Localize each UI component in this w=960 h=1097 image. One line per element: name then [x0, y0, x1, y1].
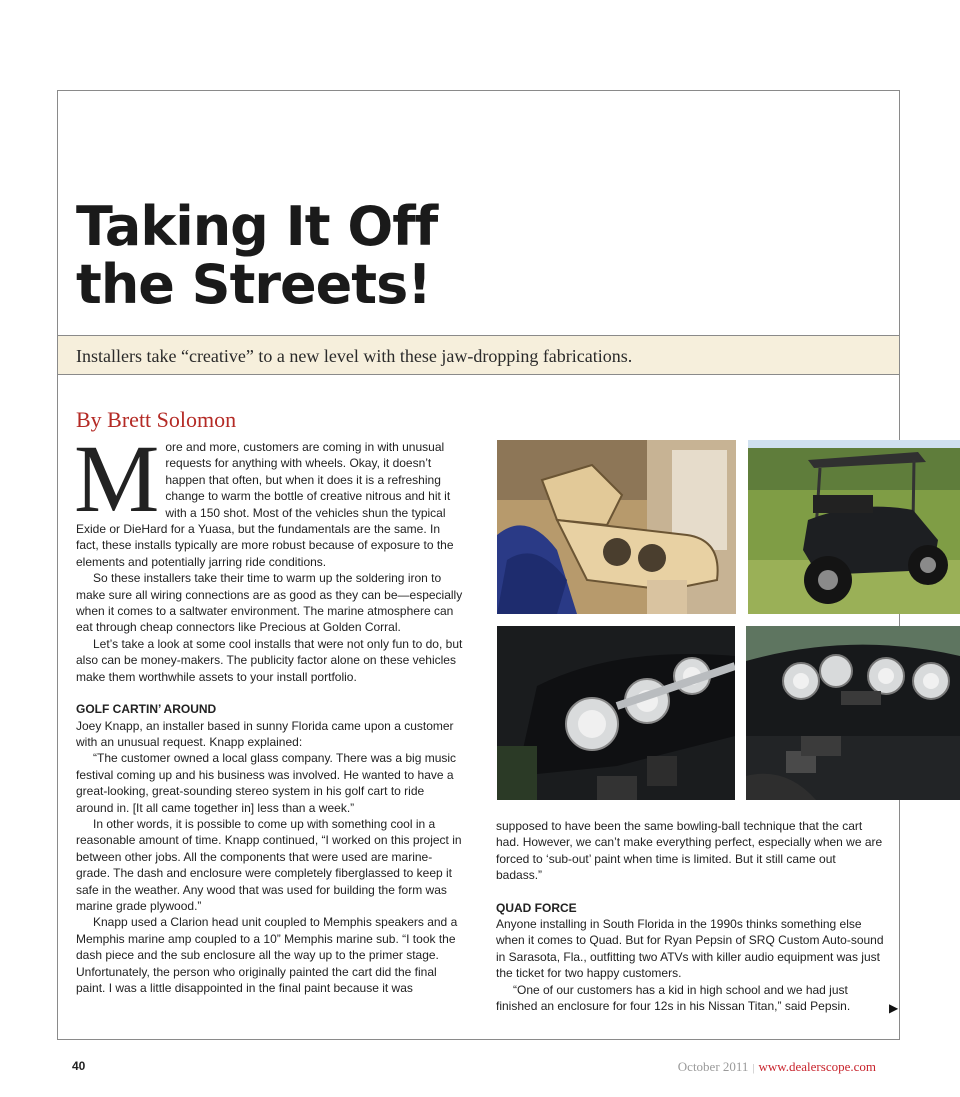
left-column — [74, 425, 464, 996]
title-line-2: the Streets! — [76, 253, 431, 316]
continue-arrow-icon: ▶ — [889, 1001, 899, 1015]
lead-text: ore and more, customers are coming in with unusual requests for anything with wheels. Okay, it doesn’t happen that often, but when it does it is a refreshing change to warm the bottle of creative nitrous and hit it with a 150 shot. Most of the vehicles shun the typical Exide or DieHard for a Yuasa, but the fundamentals are the same. In fact, these installs typically are more robust because of exposure to the elements and potentially jarring ride conditions. — [76, 440, 454, 569]
paragraph: supposed to have been the same bowling-ball technique that the cart had. However, we can’t make everything perfect, especially when we are forced to ‘sub-out’ paint when time is limited. But it still came out badass.” — [496, 819, 883, 883]
issue-date: October 2011 — [677, 1059, 749, 1074]
footer-credit — [678, 1059, 876, 1075]
paragraph: So these installers take their time to warm up the soldering iron to make sure all wiring connections are as good as they can be—especially when it comes to a saltwater environment. The marine atmosphere can eat through cheap connectors like Precious at Golden Corral. — [76, 571, 463, 635]
section-heading-golf: GOLF CARTIN’ AROUND — [76, 702, 217, 717]
byline: By Brett Solomon — [76, 407, 237, 432]
paragraph: “The customer owned a local glass company. There was a big music festival coming up and his business was involved. He wanted to have a great-looking, great-sounding stereo system in his golf cart to ride around in. [It all came together in] less than a week.” — [76, 751, 457, 815]
paragraph: “One of our customers has a kid in high school and we had just finished an enclosure for four 12s in his Nissan Titan,” said Pepsin. — [496, 982, 851, 1014]
title-line-1: Taking It Off — [76, 195, 438, 258]
paragraph: In other words, it is possible to come up with something cool in a reasonable amount of time. Knapp continued, “I worked on this project in between other jobs. All the components that were used are marine-grade. The dash and enclosure were completely fiberglassed to keep it safe in the weather. Any wood that was used for building the form was marine grade plywood.” — [76, 816, 462, 913]
article-title — [76, 195, 438, 316]
cart-interior-dash-photo — [746, 626, 960, 800]
paragraph: Let’s take a look at some cool installs that were not only fun to do, but also can be money-makers. The publicity factor alone on these vehicles make them worthwhile assets to your install portfolio. — [76, 636, 463, 684]
footer-url: www.dealerscope.com — [758, 1059, 876, 1074]
drop-cap: M — [74, 425, 160, 532]
wood-dash-form-photo — [497, 440, 736, 614]
footer-separator: | — [752, 1063, 755, 1074]
article-subtitle: Installers take “creative” to a new level with these jaw-dropping fabrications. — [76, 346, 633, 366]
dash-speakers-closeup-photo — [497, 626, 735, 800]
section-heading-quad: QUAD FORCE — [496, 900, 577, 915]
paragraph: Anyone installing in South Florida in the 1990s thinks something else when it comes to Quad. But for Ryan Pepsin of SRQ Custom Auto-sound in Sarasota, Fla., outfitting two ATVs with killer audio equipment was just the ticket for two happy customers. — [496, 917, 884, 981]
paragraph: Knapp used a Clarion head unit coupled to Memphis speakers and a Memphis marine amp coupled to a 10” Memphis marine sub. “I took the dash piece and the sub enclosure all the way up to the primer stage. Unfortunately, the person who originally painted the cart did the final paint. I was a little disappointed in the final paint because it was — [76, 915, 458, 995]
lead-paragraph — [74, 425, 464, 570]
golf-cart-exterior-photo — [748, 440, 960, 614]
paragraph: Joey Knapp, an installer based in sunny Florida came upon a customer with an unusual request. Knapp explained: — [76, 718, 454, 749]
right-column — [496, 818, 884, 1014]
page-number: 40 — [72, 1059, 86, 1073]
